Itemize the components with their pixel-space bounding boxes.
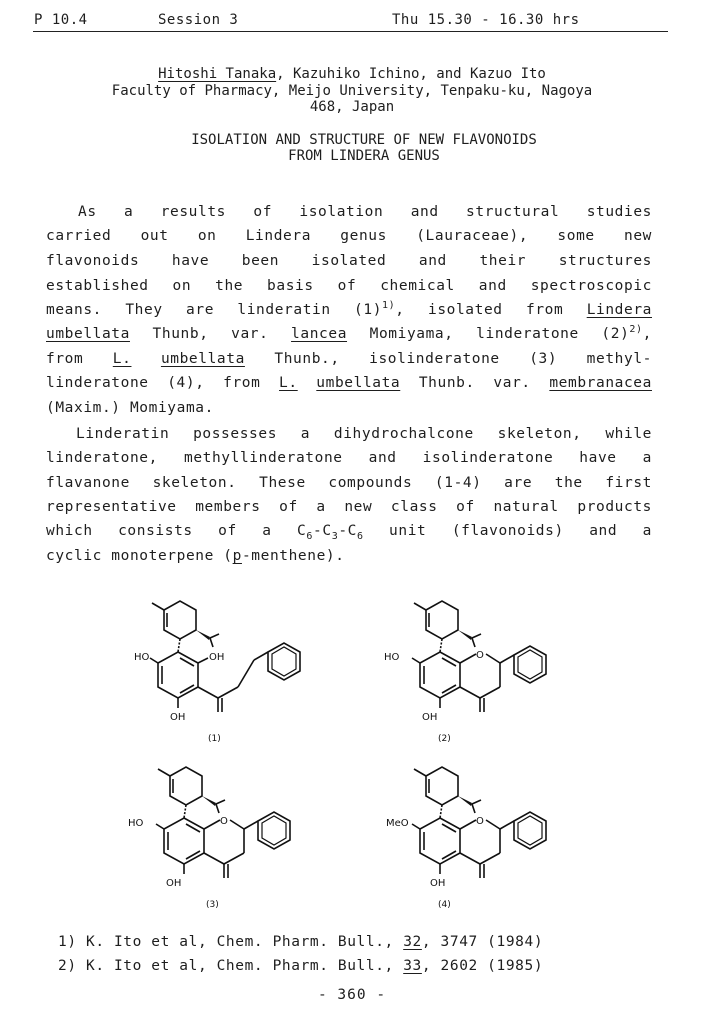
chemical-structures [0, 590, 704, 920]
title-line-1: ISOLATION AND STRUCTURE OF NEW FLAVONOIDS [191, 132, 537, 148]
structure-4 [386, 767, 546, 910]
body-line: established on the basis of chemical and spectroscopic [46, 278, 652, 294]
ring-oxygen-label: O [220, 816, 228, 827]
ho-label: HO [384, 652, 400, 663]
body-line: umbellata Thunb, var. lancea Momiyama, linderatone $(2)^{2)}$, [46, 324, 652, 342]
oh-label: OH [170, 712, 186, 723]
body-line: which consists of a $C_6-C_3-C_6$ unit (flavonoids) and a [46, 523, 652, 542]
structure-label: (2) [438, 734, 451, 744]
ho-label: HO [128, 818, 144, 829]
structure-1 [134, 601, 300, 744]
structure-label: (4) [438, 900, 451, 910]
structure-label: (3) [206, 900, 219, 910]
body-line: linderatone (4), from L. umbellata Thunb. var. membranacea [46, 375, 652, 391]
body-line: As a results of isolation and structural studies [78, 204, 652, 220]
session-time: Thu 15.30 - 16.30 hrs [392, 12, 580, 28]
body-line: cyclic monoterpene (p-menthene). [46, 548, 345, 564]
body-line: carried out on Lindera genus (Lauraceae), some new [46, 228, 652, 244]
affiliation-line-2: 468, Japan [309, 99, 395, 115]
body-line: means. They are linderatin $(1)^{1)}$, isolated from Lindera [46, 300, 652, 318]
species-name: Lindera [586, 302, 652, 318]
structure-label: (1) [208, 734, 221, 744]
reference-1: 1) K. Ito et al, Chem. Pharm. Bull., 32, 3747 (1984) [58, 934, 544, 950]
co-authors: , Kazuhiko Ichino, and Kazuo Ito [276, 66, 546, 82]
body-line: linderatone, methyllinderatone and isolinderatone have a [46, 450, 652, 466]
affiliation-line-1: Faculty of Pharmacy, Meijo University, Tenpaku-ku, Nagoya [111, 83, 593, 99]
meo-label: MeO [386, 818, 409, 829]
body-line: representative members of a new class of natural products [46, 499, 652, 515]
oh-label: OH [430, 878, 446, 889]
body-line: flavanone skeleton. These compounds (1-4) are the first [46, 475, 652, 491]
body-line: (Maxim.) Momiyama. [46, 400, 214, 416]
reference-2: 2) K. Ito et al, Chem. Pharm. Bull., 33, 2602 (1985) [58, 958, 544, 974]
abstract-code: P 10.4 [34, 12, 88, 28]
page-number: - 360 - [317, 987, 387, 1003]
body-line: Linderatin possesses a dihydrochalcone skeleton, while [76, 426, 652, 442]
ring-oxygen-label: O [476, 816, 484, 827]
body-line: flavonoids have been isolated and their structures [46, 253, 652, 269]
oh-label: OH [166, 878, 182, 889]
structure-3 [128, 767, 290, 910]
author-line [0, 66, 704, 82]
oh-label: OH [209, 652, 225, 663]
ring-oxygen-label: O [476, 650, 484, 661]
body-line: from L. umbellata Thunb., isolinderatone (3) methyl- [46, 351, 652, 367]
ho-label: HO [134, 652, 150, 663]
header-rule [33, 31, 668, 32]
session-label: Session 3 [158, 12, 239, 28]
presenting-author: Hitoshi Tanaka [158, 66, 277, 82]
title-line-2: FROM LINDERA GENUS [288, 148, 440, 164]
oh-label: OH [422, 712, 438, 723]
structure-2 [384, 601, 546, 744]
